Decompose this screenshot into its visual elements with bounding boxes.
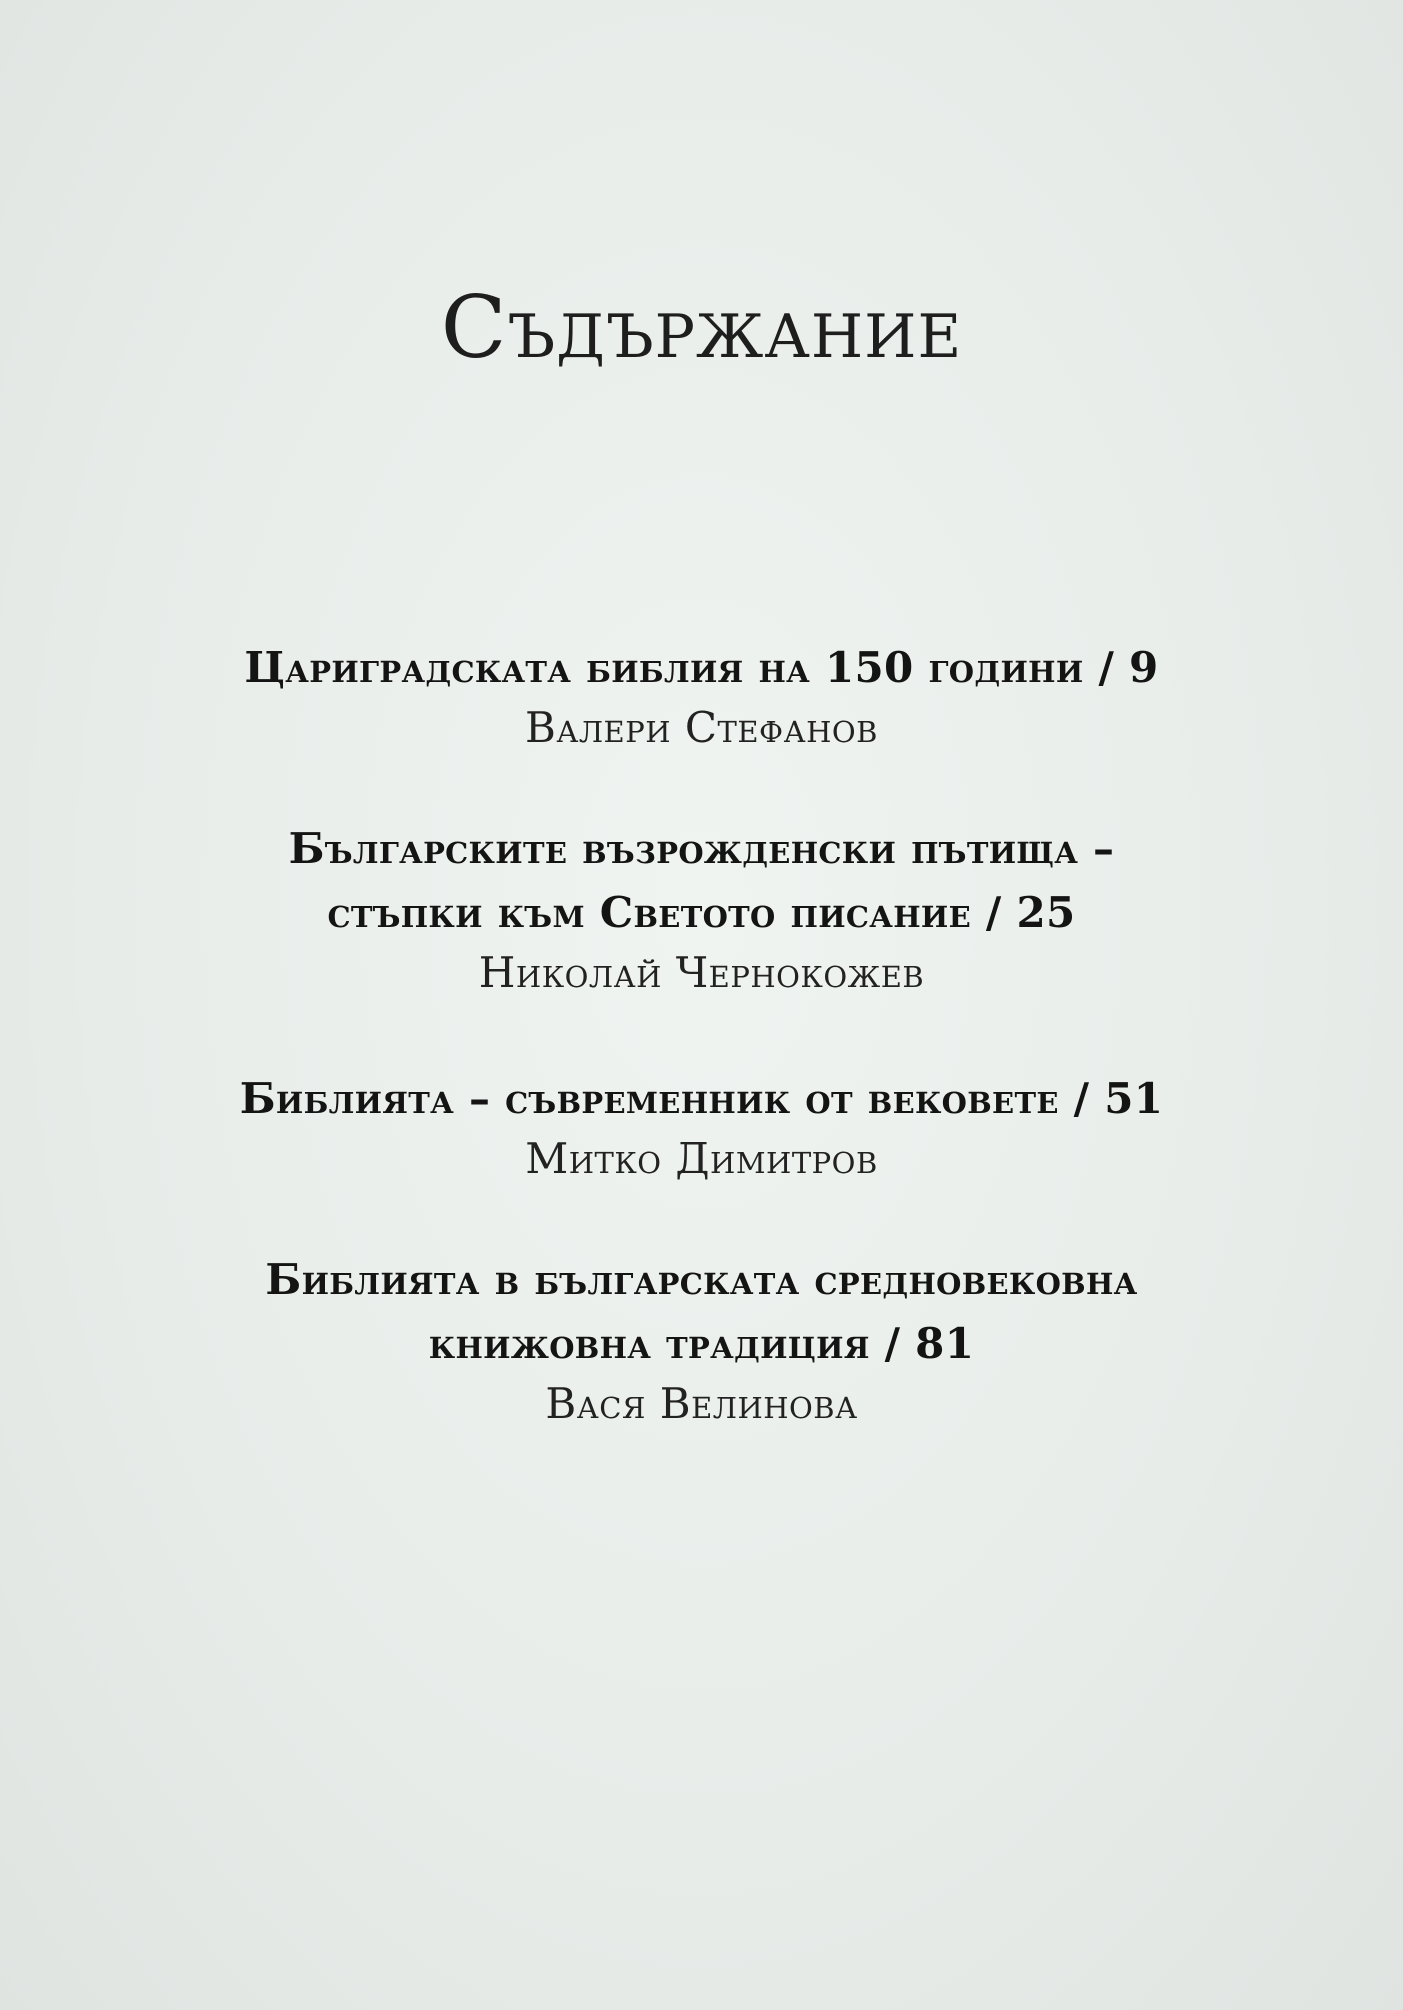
toc-entry-author: Митко Димитров [525, 1134, 878, 1183]
toc-entry-title-line: Българските възрожденски пътища – [288, 824, 1115, 873]
page-title: Съдържание [440, 278, 963, 378]
toc-entry [0, 817, 1403, 1001]
toc-entry-author: Николай Чернокожев [478, 948, 925, 997]
toc-entry-title-line: Библията в българската средновековна [265, 1255, 1138, 1304]
toc-entry [0, 1248, 1403, 1432]
toc-entry-title [0, 1248, 1403, 1376]
toc-entry-title [0, 817, 1403, 945]
toc-entry [0, 636, 1403, 756]
toc-entry-author: Вася Велинова [545, 1379, 858, 1428]
toc-entry-author: Валери Стефанов [525, 703, 878, 752]
toc-entry [0, 1067, 1403, 1187]
toc-entry-title-line: стъпки към Светото писание / 25 [327, 888, 1076, 937]
toc-entry-title-line: Цариградската библия на 150 години / 9 [244, 643, 1159, 692]
toc-entry-title [0, 1067, 1403, 1131]
toc-entry-title-line: книжовна традиция / 81 [428, 1319, 975, 1368]
toc-entry-title-line: Библията – съвременник от вековете / 51 [239, 1074, 1164, 1123]
toc-entry-title [0, 636, 1403, 700]
